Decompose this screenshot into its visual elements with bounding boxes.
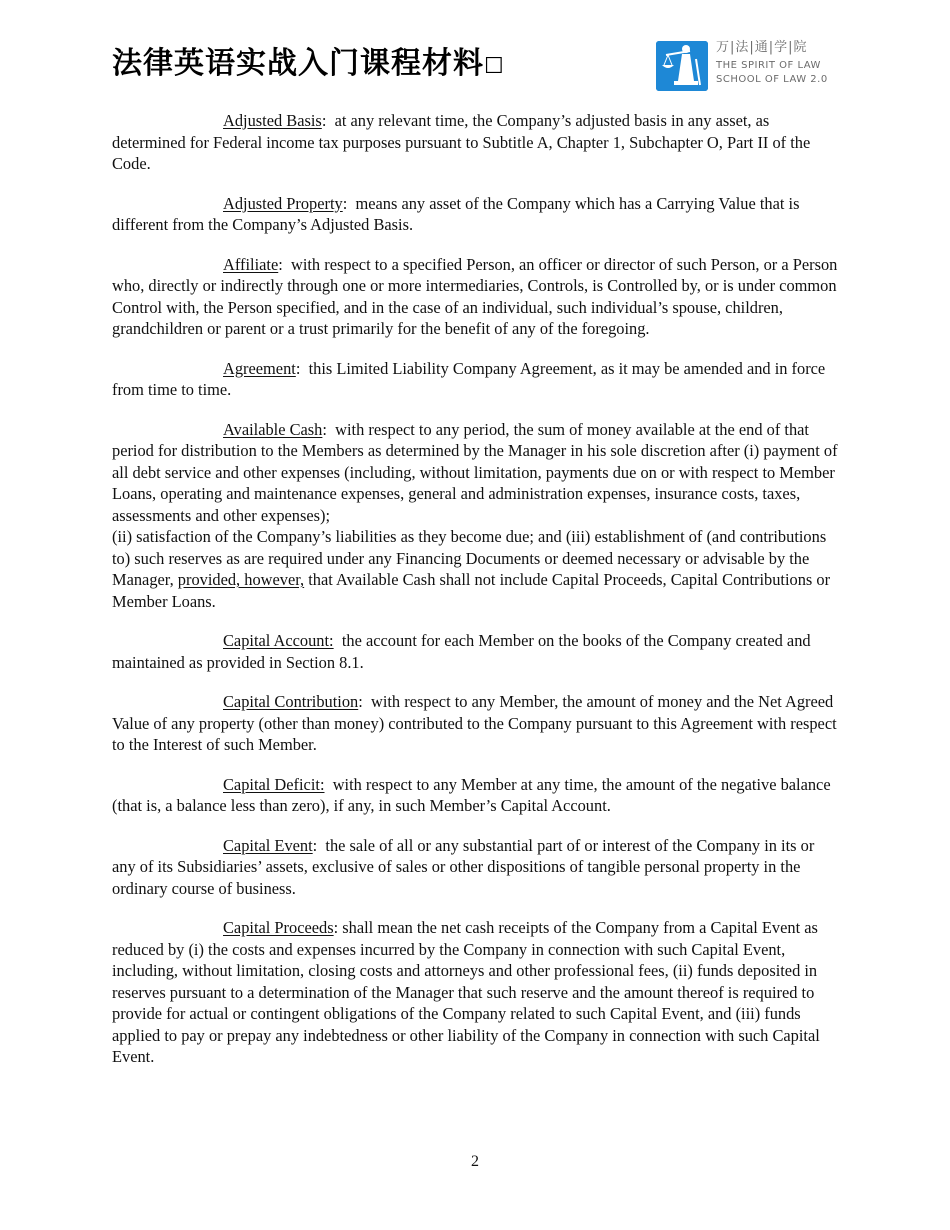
definitions-body — [112, 110, 840, 1086]
term-colon: : — [322, 419, 327, 439]
term-colon: : — [358, 692, 363, 711]
term-colon: : — [333, 918, 339, 937]
term-colon: : — [321, 111, 327, 130]
definition-term: Adjusted Property — [223, 193, 343, 213]
logo-english-line2: SCHOOL OF LAW 2.0 — [716, 74, 828, 85]
term-colon: : — [342, 193, 348, 213]
definition-text: with respect to any period, the sum of money available at the end of that period for distribution to the Members as determined by the Manager in his sole discretion after (i) payment of all debt service and other expenses (including, without limitation, payments due on or with respect to Member Loans, operating and maintenance expenses, general and administration expenses, insurance costs, taxes, assessments and other expenses); — [112, 419, 842, 525]
definition-text-continued: (ii) satisfaction of the Company’s liabilities as they become due; and (iii) establishment of (and contributions to) such reserves as are required under any Financing Documents or deemed necessary or advisable by the Manager, — [112, 527, 831, 589]
definition-paragraph — [112, 419, 840, 613]
definition-term: Capital Contribution — [223, 692, 359, 711]
title-glyph-box: ☐ — [484, 54, 505, 79]
definition-term: Capital Account: — [223, 631, 334, 650]
definition-text: this Limited Liability Company Agreement, as it may be amended and in force from time to time. — [112, 358, 830, 399]
definition-paragraph — [112, 917, 840, 1068]
definition-paragraph — [112, 630, 840, 673]
page-title — [112, 44, 505, 87]
term-colon: : — [312, 835, 318, 855]
definition-term: Capital Proceeds — [223, 918, 334, 937]
proviso-emphasis: provided, however, — [177, 570, 305, 589]
definition-paragraph — [112, 358, 840, 401]
definition-text: the sale of all or any substantial part of or interest of the Company in its or any of its Subsidiaries’ assets, exclusive of sales or other dispositions of tangible personal property in the ordinary course of business. — [112, 835, 819, 898]
school-logo — [656, 40, 856, 92]
logo-chinese-text: 万|法|通|学|院 — [716, 40, 808, 55]
definition-term: Available Cash — [223, 419, 323, 439]
definition-paragraph — [112, 254, 840, 340]
definition-paragraph — [112, 110, 840, 175]
logo-english-line1: THE SPIRIT OF LAW — [716, 60, 821, 71]
lady-justice-icon — [656, 41, 708, 91]
definition-term: Capital Event — [223, 835, 313, 855]
definition-text: with respect to any Member at any time, the amount of the negative balance (that is, a balance less than zero), if any, in such Member’s Capital Account. — [112, 774, 835, 815]
term-colon: : — [295, 358, 301, 378]
page-number: 2 — [471, 1153, 479, 1170]
definition-text: with respect to any Member, the amount of money and the Net Agreed Value of any property (other than money) contributed to the Company pursuant to this Agreement with respect to the Interest of such Member. — [112, 692, 841, 754]
definition-text: at any relevant time, the Company’s adjusted basis in any asset, as determined for Federal income tax purposes pursuant to Subtitle A, Chapter 1, Subchapter O, Part II of the Code. — [112, 111, 815, 173]
definition-term: Affiliate — [223, 254, 279, 274]
definition-paragraph — [112, 193, 840, 236]
definition-text: means any asset of the Company which has a Carrying Value that is different from the Company’s Adjusted Basis. — [112, 193, 804, 234]
definition-paragraph — [112, 835, 840, 900]
definition-text-end: that Available Cash shall not include Capital Proceeds, Capital Contributions or Member Loans. — [112, 570, 835, 611]
page-title-text: 法律英语实战入门课程材料 — [112, 46, 484, 81]
definition-paragraph — [112, 691, 840, 756]
definition-paragraph — [112, 774, 840, 817]
definition-term: Capital Deficit: — [223, 774, 325, 794]
definition-text: the account for each Member on the books of the Company created and maintained as provided in Section 8.1. — [112, 631, 815, 672]
definition-text: shall mean the net cash receipts of the Company from a Capital Event as reduced by (i) the costs and expenses incurred by the Company in connection with such Capital Event, including, without limitation, closing costs and attorneys and other professional fees, (ii) funds deposited in reserves pursuant to a determination of the Manager that such reserve and the amount thereof is required to provide for actual or contingent obligations of the Company related to such Capital Event, and (iii) funds applied to pay or prepay any indebtedness or other liability of the Company in connection with such Capital Event. — [112, 918, 824, 1066]
definition-term: Adjusted Basis — [223, 111, 322, 130]
definition-term: Agreement — [223, 358, 296, 378]
term-colon: : — [278, 254, 283, 274]
definition-text: with respect to a specified Person, an officer or director of such Person, or a Person who, directly or indirectly through one or more intermediaries, Controls, is Controlled by, or is under common Control with, the Person specified, and in the case of an individual, such individual’s spouse, children, grandchildren or parent or a trust primarily for the benefit of any of the foregoing. — [112, 254, 842, 338]
